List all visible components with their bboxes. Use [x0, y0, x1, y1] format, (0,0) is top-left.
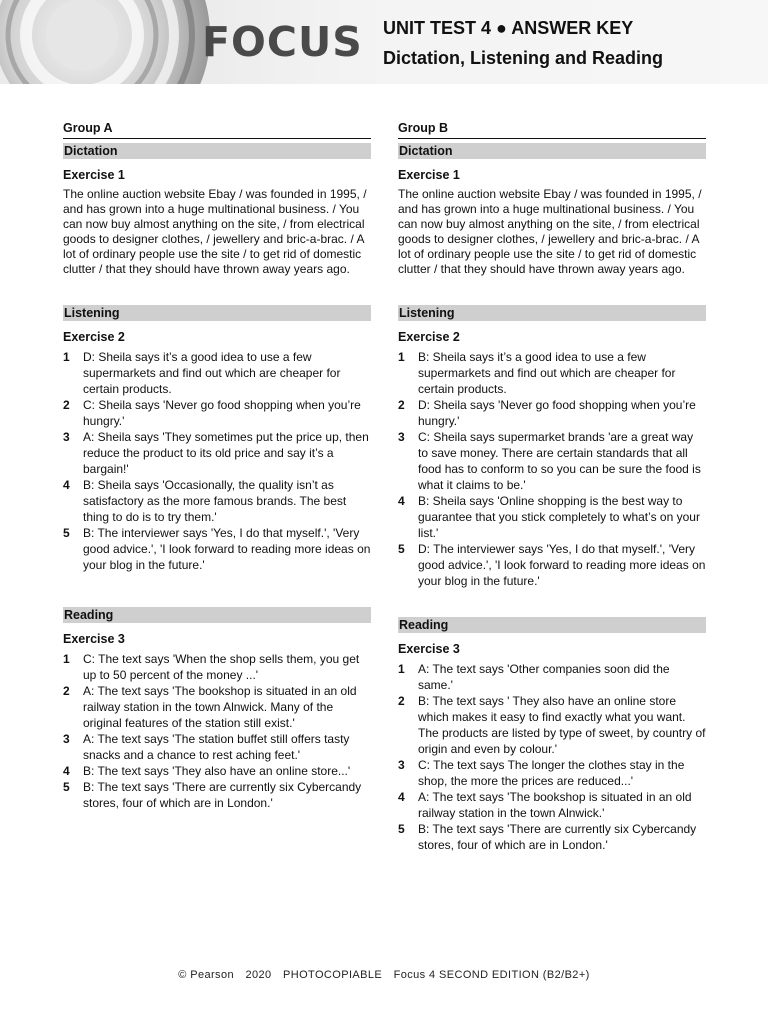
item-text: B: Sheila says 'Occasionally, the quality isn’t as satisfactory as the more famous brands. The best thing to do is to try them.' [83, 478, 347, 524]
item-number: 5 [63, 780, 70, 794]
item-number: 1 [63, 652, 70, 666]
page-header [0, 0, 768, 84]
list-item [398, 789, 706, 821]
group-b-column [398, 120, 706, 853]
brand-logo-text: FOCUS [202, 18, 363, 66]
list-item [398, 493, 706, 541]
list-item [398, 661, 706, 693]
list-item [398, 397, 706, 429]
list-item [63, 477, 371, 525]
item-number: 5 [398, 822, 405, 836]
group-a-listening-list [63, 349, 371, 573]
item-text: B: The text says 'There are currently six Cybercandy stores, four of which are in London.' [418, 822, 697, 852]
item-number: 4 [398, 494, 405, 508]
footer-year: 2020 [245, 969, 272, 981]
item-number: 5 [398, 542, 405, 556]
group-a-dictation-heading: Dictation [63, 143, 371, 159]
item-text: B: The interviewer says 'Yes, I do that myself.', 'Very good advice.', 'I look forward to reading more ideas on your blog in the future.' [83, 526, 371, 572]
item-number: 3 [63, 732, 70, 746]
group-a-dictation-text: The online auction website Ebay / was founded in 1995, / and has grown into a huge multinational business. / You can now buy almost anything on the site, / from electrical goods to designer clothes, / jewellery and bric-a-brac. / A lot of ordinary people use the site / to get rid of domestic clutter / that they should have thrown away years ago. [63, 187, 367, 276]
list-item [63, 429, 371, 477]
group-a-title: Group A [63, 120, 371, 139]
item-number: 3 [63, 430, 70, 444]
item-text: A: The text says 'The bookshop is situated in an old railway station in the town Alnwick.' [418, 790, 692, 820]
group-b-dictation-heading: Dictation [398, 143, 706, 159]
list-item [398, 693, 706, 757]
list-item [63, 349, 371, 397]
group-b-listening-exercise: Exercise 2 [398, 330, 460, 344]
focus-logo-disc-icon [0, 0, 212, 84]
item-number: 1 [398, 662, 405, 676]
group-b-listening-list [398, 349, 706, 589]
footer-copyright: © Pearson [178, 969, 234, 981]
item-number: 4 [398, 790, 405, 804]
group-a-reading-exercise: Exercise 3 [63, 632, 125, 646]
item-text: B: The text says 'There are currently six Cybercandy stores, four of which are in London.' [83, 780, 362, 810]
group-b-dictation-text: The online auction website Ebay / was founded in 1995, / and has grown into a huge multinational business. / You can now buy almost anything on the site, / from electrical goods to designer clothes, / jewellery and bric-a-brac. / A lot of ordinary people use the site / to get rid of domestic clutter / that they should have thrown away years ago. [398, 187, 702, 276]
group-a-column [63, 120, 371, 811]
item-number: 2 [398, 694, 405, 708]
item-text: B: Sheila says 'Online shopping is the best way to guarantee that you stick completely to what’s on your list.' [418, 494, 700, 540]
group-b-title: Group B [398, 120, 706, 139]
list-item [63, 731, 371, 763]
item-text: A: Sheila says 'They sometimes put the price up, then reduce the product to its old price and say it’s a bargain!' [83, 430, 369, 476]
list-item [398, 821, 706, 853]
group-a-listening-exercise: Exercise 2 [63, 330, 125, 344]
item-number: 2 [63, 398, 70, 412]
group-b-listening-heading: Listening [398, 305, 706, 321]
group-a-reading-heading: Reading [63, 607, 371, 623]
item-text: C: Sheila says supermarket brands 'are a great way to save money. There are certain standards that all food has to conform to so you can be sure the food is what it claims to be.' [418, 430, 701, 492]
group-b-reading-exercise: Exercise 3 [398, 642, 460, 656]
group-a-dictation-exercise: Exercise 1 [63, 168, 125, 182]
item-number: 3 [398, 430, 405, 444]
item-number: 5 [63, 526, 70, 540]
list-item [63, 683, 371, 731]
list-item [398, 541, 706, 589]
group-b-reading-list [398, 661, 706, 853]
group-a-listening-heading: Listening [63, 305, 371, 321]
item-text: B: Sheila says it’s a good idea to use a few supermarkets and find out which are cheaper for certain products. [418, 350, 676, 396]
footer-edition: Focus 4 SECOND EDITION (B2/B2+) [393, 969, 590, 981]
group-b-reading-heading: Reading [398, 617, 706, 633]
group-b-dictation-exercise: Exercise 1 [398, 168, 460, 182]
item-text: D: The interviewer says 'Yes, I do that myself.', 'Very good advice.', 'I look forward to reading more ideas on your blog in the future.' [418, 542, 706, 588]
list-item [63, 651, 371, 683]
item-text: A: The text says 'The station buffet still offers tasty snacks and a chance to rest aching feet.' [83, 732, 350, 762]
group-a-reading-list [63, 651, 371, 811]
list-item [63, 779, 371, 811]
page-footer [0, 969, 768, 981]
list-item [63, 525, 371, 573]
item-number: 2 [398, 398, 405, 412]
list-item [63, 397, 371, 429]
page-title: UNIT TEST 4 ● ANSWER KEY [383, 18, 634, 38]
item-text: A: The text says 'The bookshop is situated in an old railway station in the town Alnwick. Many of the original features of the station still exist.' [83, 684, 357, 730]
item-number: 4 [63, 478, 70, 492]
item-text: B: The text says ' They also have an online store which makes it easy to find exactly what you want. The products are listed by type of sweet, by country of origin and even by colour.' [418, 694, 706, 756]
item-text: C: The text says 'When the shop sells them, you get up to 50 percent of the money ...' [83, 652, 360, 682]
list-item [398, 349, 706, 397]
item-text: D: Sheila says it’s a good idea to use a few supermarkets and find out which are cheaper for certain products. [83, 350, 341, 396]
item-number: 1 [398, 350, 405, 364]
item-number: 4 [63, 764, 70, 778]
list-item [398, 429, 706, 493]
item-text: C: Sheila says 'Never go food shopping when you’re hungry.' [83, 398, 361, 428]
item-text: A: The text says 'Other companies soon did the same.' [418, 662, 670, 692]
item-text: D: Sheila says 'Never go food shopping when you’re hungry.' [418, 398, 696, 428]
item-number: 2 [63, 684, 70, 698]
footer-photocopiable: PHOTOCOPIABLE [283, 969, 383, 981]
item-number: 3 [398, 758, 405, 772]
item-text: C: The text says The longer the clothes stay in the shop, the more the prices are reduced...' [418, 758, 685, 788]
item-text: B: The text says 'They also have an online store...' [83, 764, 351, 778]
list-item [398, 757, 706, 789]
list-item [63, 763, 371, 779]
item-number: 1 [63, 350, 70, 364]
page-subtitle: Dictation, Listening and Reading [383, 48, 664, 68]
